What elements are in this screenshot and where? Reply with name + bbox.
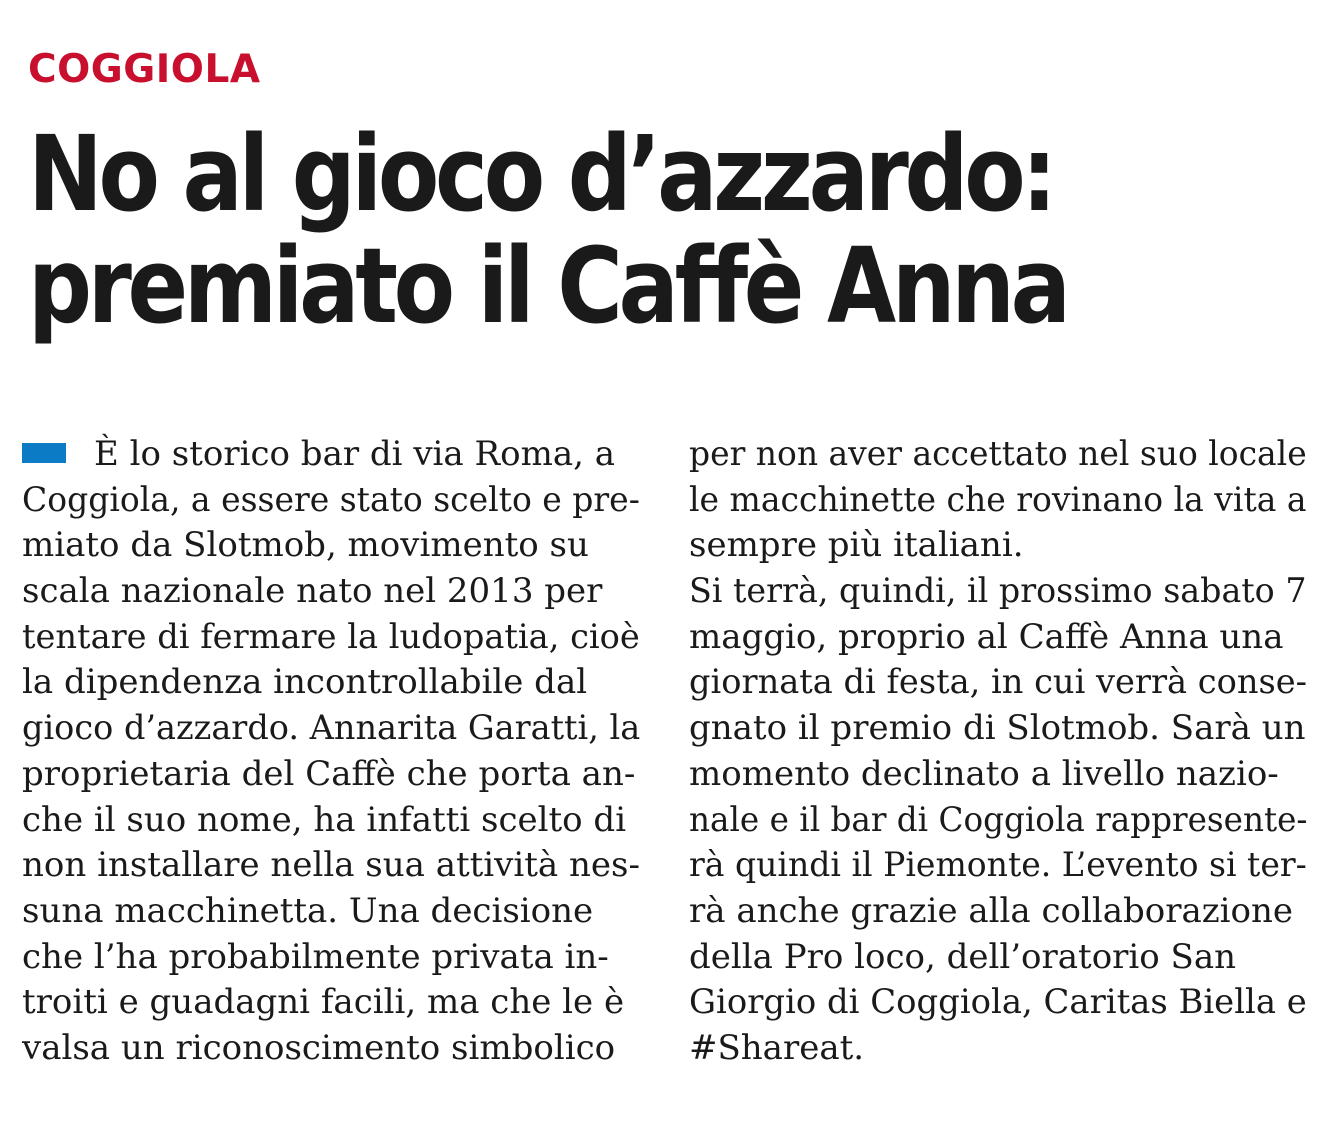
- article-line: Giorgio di Coggiola, Caritas Biella e: [689, 982, 1307, 1023]
- section-kicker: COGGIOLA: [28, 47, 261, 92]
- article-line: troiti e guadagni facili, ma che le è: [22, 982, 625, 1023]
- article-line: Coggiola, a essere stato scelto e pre-: [22, 479, 640, 520]
- headline: [28, 113, 1146, 347]
- article-line: non installare nella sua attività nes-: [22, 845, 640, 886]
- article-line: giornata di festa, in cui verrà conse-: [689, 662, 1307, 703]
- paragraph-marker-icon: [22, 443, 66, 463]
- article-line: tentare di fermare la ludopatia, cioè: [22, 616, 640, 657]
- article-line: gnato il premio di Slotmob. Sarà un: [689, 708, 1306, 749]
- article-line: della Pro loco, dell’oratorio San: [689, 936, 1237, 977]
- article-line: suna macchinetta. Una decisione: [22, 890, 594, 931]
- article-line: #Shareat.: [689, 1027, 865, 1068]
- article-line: che l’ha probabilmente privata in-: [22, 936, 609, 977]
- article-line: rà anche grazie alla collaborazione: [689, 890, 1294, 931]
- article-line: nale e il bar di Coggiola rappresente-: [689, 799, 1308, 840]
- article-line: Si terrà, quindi, il prossimo sabato 7: [689, 571, 1307, 612]
- article-line: rà quindi il Piemonte. L’evento si ter-: [689, 845, 1307, 886]
- article-line: scala nazionale nato nel 2013 per: [22, 571, 603, 612]
- article-line-text: È lo storico bar di via Roma, a: [94, 434, 615, 474]
- article-column-left: [22, 432, 640, 1072]
- article-line: miato da Slotmob, movimento su: [22, 525, 589, 566]
- article-line: sempre più italiani.: [689, 525, 1024, 566]
- article-line: per non aver accettato nel suo locale: [689, 434, 1307, 474]
- article-line: gioco d’azzardo. Annarita Garatti, la: [22, 708, 641, 749]
- article-line: le macchinette che rovinano la vita a: [689, 479, 1307, 520]
- article-line: momento declinato a livello nazio-: [689, 753, 1279, 794]
- article-line: maggio, proprio al Caffè Anna una: [689, 616, 1284, 657]
- article-line: valsa un riconoscimento simbolico: [22, 1027, 616, 1068]
- article-line: proprietaria del Caffè che porta an-: [22, 753, 636, 794]
- article-line: [22, 432, 640, 478]
- article-line: la dipendenza incontrollabile dal: [22, 662, 588, 703]
- article-column-right: [689, 432, 1307, 1072]
- headline-line: No al gioco d’azzardo:: [28, 113, 1053, 235]
- article-line: che il suo nome, ha infatti scelto di: [22, 799, 627, 840]
- headline-line: premiato il Caffè Anna: [28, 225, 1067, 347]
